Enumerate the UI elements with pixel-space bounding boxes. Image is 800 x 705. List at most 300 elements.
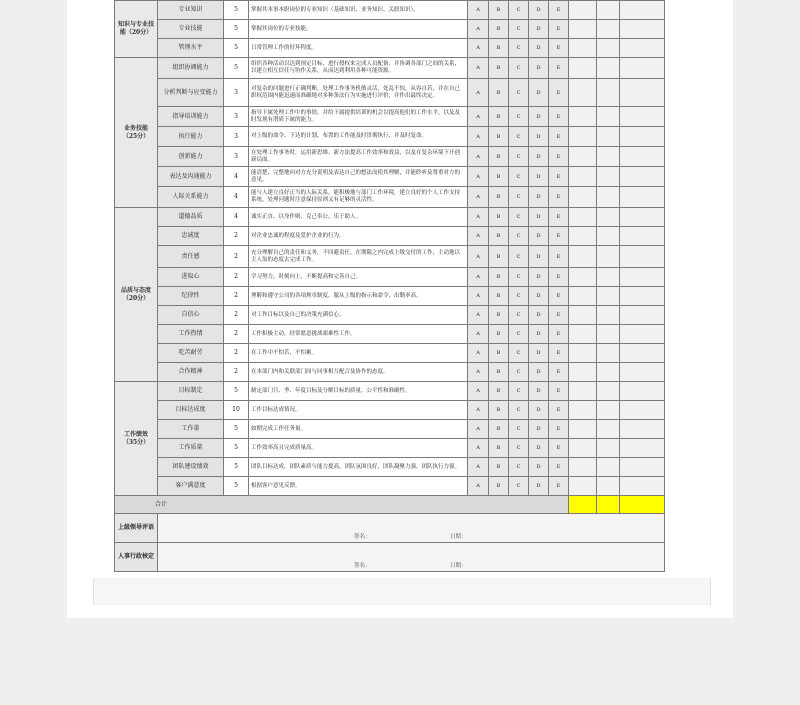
item-name: 管理水平	[158, 39, 224, 58]
grade-option[interactable]: C	[509, 227, 529, 246]
grade-option[interactable]: E	[549, 187, 569, 208]
grade-option[interactable]: E	[549, 208, 569, 227]
total-row	[115, 496, 665, 514]
grade-option[interactable]: D	[529, 58, 549, 79]
final-score-cell[interactable]	[620, 20, 665, 39]
final-score-cell[interactable]	[620, 227, 665, 246]
item-name: 责任感	[158, 246, 224, 268]
item-description: 团队目标达成，团队素质与能力提高，团队氛围良好，团队凝聚力强，团队执行力强。	[249, 458, 468, 477]
manager-score-cell[interactable]	[597, 107, 620, 127]
self-score-cell[interactable]	[569, 208, 597, 227]
item-score: 2	[224, 268, 249, 287]
item-score: 3	[224, 107, 249, 127]
grade-option[interactable]: B	[489, 246, 509, 268]
item-score: 2	[224, 287, 249, 306]
final-score-cell[interactable]	[620, 458, 665, 477]
manager-score-cell[interactable]	[597, 20, 620, 39]
manager-score-cell[interactable]	[597, 420, 620, 439]
grade-option[interactable]: C	[509, 147, 529, 167]
item-score: 3	[224, 127, 249, 147]
grade-option[interactable]: C	[509, 268, 529, 287]
item-score: 2	[224, 246, 249, 268]
final-score-cell[interactable]	[620, 79, 665, 107]
self-score-cell[interactable]	[569, 58, 597, 79]
item-description: 诚实正直、以身作则、克己奉公、乐于助人。	[249, 208, 468, 227]
manager-score-cell[interactable]	[597, 1, 620, 20]
grade-option[interactable]: C	[509, 246, 529, 268]
self-score-cell[interactable]	[569, 382, 597, 401]
grade-option[interactable]: C	[509, 382, 529, 401]
grade-option[interactable]: D	[529, 39, 549, 58]
item-name: 目标制定	[158, 382, 224, 401]
grade-option[interactable]: A	[468, 439, 489, 458]
item-name: 指导培训能力	[158, 107, 224, 127]
grade-option[interactable]: D	[529, 325, 549, 344]
grade-option[interactable]: C	[509, 325, 529, 344]
grade-option[interactable]: C	[509, 187, 529, 208]
grade-option[interactable]: A	[468, 1, 489, 20]
table-row	[115, 1, 665, 20]
final-score-cell[interactable]	[620, 477, 665, 496]
grade-option[interactable]: E	[549, 227, 569, 246]
grade-option[interactable]: E	[549, 477, 569, 496]
table-row	[115, 439, 665, 458]
table-row	[115, 287, 665, 306]
grade-option[interactable]: B	[489, 79, 509, 107]
signoff-row	[115, 514, 665, 543]
signoff-line	[158, 514, 664, 542]
self-score-cell[interactable]	[569, 458, 597, 477]
item-score: 4	[224, 187, 249, 208]
item-score: 2	[224, 325, 249, 344]
grade-option[interactable]: A	[468, 127, 489, 147]
manager-score-cell[interactable]	[597, 167, 620, 187]
grade-option[interactable]: E	[549, 147, 569, 167]
item-name: 人际关系能力	[158, 187, 224, 208]
item-score: 3	[224, 147, 249, 167]
table-row	[115, 344, 665, 363]
grade-option[interactable]: D	[529, 167, 549, 187]
category-label: 知识与专业技能（20分）	[115, 1, 158, 58]
grade-option[interactable]: A	[468, 325, 489, 344]
self-score-cell[interactable]	[569, 287, 597, 306]
grade-option[interactable]: D	[529, 420, 549, 439]
grade-option[interactable]: B	[489, 420, 509, 439]
self-score-cell[interactable]	[569, 246, 597, 268]
grade-option[interactable]: B	[489, 477, 509, 496]
table-row	[115, 39, 665, 58]
manager-score-cell[interactable]	[597, 39, 620, 58]
table-row	[115, 147, 665, 167]
grade-option[interactable]: D	[529, 401, 549, 420]
grade-option[interactable]: E	[549, 344, 569, 363]
table-row	[115, 268, 665, 287]
item-name: 吃苦耐劳	[158, 344, 224, 363]
grade-option[interactable]: E	[549, 325, 569, 344]
grade-option[interactable]: A	[468, 458, 489, 477]
table-row	[115, 227, 665, 246]
grade-option[interactable]: D	[529, 439, 549, 458]
final-score-cell[interactable]	[620, 268, 665, 287]
grade-option[interactable]: A	[468, 363, 489, 382]
table-row	[115, 246, 665, 268]
item-description: 工作积极主动，经常愿意挑战艰难性工作。	[249, 325, 468, 344]
grade-option[interactable]: D	[529, 79, 549, 107]
manager-score-cell[interactable]	[597, 208, 620, 227]
item-description: 掌握其本事本职岗位的专业知识（基础知识、业务知识、关联知识）。	[249, 1, 468, 20]
item-name: 表达及沟通能力	[158, 167, 224, 187]
self-score-cell[interactable]	[569, 420, 597, 439]
item-name: 执行能力	[158, 127, 224, 147]
item-description: 在本部门内和关联部门间与同事相互配合及协作的态度。	[249, 363, 468, 382]
final-score-cell[interactable]	[620, 167, 665, 187]
self-score-cell[interactable]	[569, 127, 597, 147]
grade-option[interactable]: E	[549, 20, 569, 39]
item-description: 工作效率高且完成质量高。	[249, 439, 468, 458]
evaluation-table	[114, 0, 665, 572]
self-score-cell[interactable]	[569, 439, 597, 458]
final-score-cell[interactable]	[620, 58, 665, 79]
table-row	[115, 382, 665, 401]
table-row	[115, 167, 665, 187]
grade-option[interactable]: A	[468, 187, 489, 208]
self-score-cell[interactable]	[569, 107, 597, 127]
manager-score-cell[interactable]	[597, 287, 620, 306]
grade-option[interactable]: B	[489, 458, 509, 477]
grade-option[interactable]: E	[549, 306, 569, 325]
signoff-area[interactable]	[158, 543, 665, 572]
item-score: 10	[224, 401, 249, 420]
self-score-cell[interactable]	[569, 39, 597, 58]
grade-option[interactable]: D	[529, 246, 549, 268]
item-name: 创新能力	[158, 147, 224, 167]
grade-option[interactable]: A	[468, 306, 489, 325]
self-score-cell[interactable]	[569, 363, 597, 382]
table-row	[115, 363, 665, 382]
grade-option[interactable]: B	[489, 1, 509, 20]
grade-option[interactable]: E	[549, 79, 569, 107]
self-score-cell[interactable]	[569, 325, 597, 344]
final-score-cell[interactable]	[620, 344, 665, 363]
item-description: 对工作目标以及自己的决策充满信心。	[249, 306, 468, 325]
category-label: 业务技能（25分）	[115, 58, 158, 208]
self-score-cell[interactable]	[569, 268, 597, 287]
manager-score-cell[interactable]	[597, 401, 620, 420]
grade-option[interactable]: E	[549, 246, 569, 268]
grade-option[interactable]: C	[509, 79, 529, 107]
item-description: 能与人建立良好正当的人际关系，能积极地与部门工作环境，建立良好的个人工作支持系统，处理问题时注意保持原则又有足够的灵活性。	[249, 187, 468, 208]
grade-option[interactable]: B	[489, 39, 509, 58]
grade-option[interactable]: A	[468, 167, 489, 187]
item-name: 工作质量	[158, 439, 224, 458]
self-score-cell[interactable]	[569, 147, 597, 167]
grade-option[interactable]: C	[509, 58, 529, 79]
grade-option[interactable]: D	[529, 147, 549, 167]
grade-option[interactable]: B	[489, 439, 509, 458]
final-score-cell[interactable]	[620, 287, 665, 306]
table-row	[115, 107, 665, 127]
table-row	[115, 458, 665, 477]
self-score-cell[interactable]	[569, 167, 597, 187]
grade-option[interactable]: A	[468, 268, 489, 287]
manager-score-cell[interactable]	[597, 477, 620, 496]
item-score: 2	[224, 227, 249, 246]
grade-option[interactable]: B	[489, 167, 509, 187]
grade-option[interactable]: D	[529, 20, 549, 39]
date-label: 日期：	[450, 563, 467, 569]
item-score: 5	[224, 439, 249, 458]
item-name: 专业技能	[158, 20, 224, 39]
grade-option[interactable]: B	[489, 20, 509, 39]
grade-option[interactable]: C	[509, 208, 529, 227]
grade-option[interactable]: B	[489, 208, 509, 227]
table-row	[115, 401, 665, 420]
self-total-cell[interactable]	[569, 496, 597, 514]
grade-option[interactable]: D	[529, 344, 549, 363]
grade-option[interactable]: C	[509, 363, 529, 382]
manager-score-cell[interactable]	[597, 268, 620, 287]
grade-option[interactable]: A	[468, 382, 489, 401]
item-score: 5	[224, 58, 249, 79]
grade-option[interactable]: A	[468, 79, 489, 107]
item-name: 道德品质	[158, 208, 224, 227]
manager-score-cell[interactable]	[597, 58, 620, 79]
grade-option[interactable]: C	[509, 167, 529, 187]
grade-option[interactable]: D	[529, 458, 549, 477]
grade-option[interactable]: E	[549, 107, 569, 127]
grade-option[interactable]: D	[529, 107, 549, 127]
category-label: 品质与态度（20分）	[115, 208, 158, 382]
item-description: 组织各种活动以达到预定目标，进行授权来完成人员配备，并协调各部门之间的关系，以建立相互信任与协作关系，从而达到利用各种可能资源。	[249, 58, 468, 79]
item-score: 2	[224, 344, 249, 363]
self-score-cell[interactable]	[569, 401, 597, 420]
grade-option[interactable]: C	[509, 344, 529, 363]
manager-score-cell[interactable]	[597, 382, 620, 401]
grade-option[interactable]: D	[529, 306, 549, 325]
manager-score-cell[interactable]	[597, 227, 620, 246]
grade-option[interactable]: D	[529, 127, 549, 147]
item-name: 工作量	[158, 420, 224, 439]
grade-option[interactable]: E	[549, 420, 569, 439]
final-score-cell[interactable]	[620, 306, 665, 325]
grade-option[interactable]: A	[468, 227, 489, 246]
final-score-cell[interactable]	[620, 246, 665, 268]
item-description: 对上级的命令、下达的计划、布置的工作能及时贯彻执行，并及时复命。	[249, 127, 468, 147]
final-score-cell[interactable]	[620, 325, 665, 344]
item-name: 进取心	[158, 268, 224, 287]
grade-option[interactable]: D	[529, 1, 549, 20]
manager-score-cell[interactable]	[597, 363, 620, 382]
self-score-cell[interactable]	[569, 1, 597, 20]
grade-option[interactable]: D	[529, 363, 549, 382]
grade-option[interactable]: C	[509, 20, 529, 39]
final-total-cell[interactable]	[620, 496, 665, 514]
grade-option[interactable]: D	[529, 287, 549, 306]
grade-option[interactable]: B	[489, 58, 509, 79]
grade-option[interactable]: A	[468, 401, 489, 420]
grade-option[interactable]: B	[489, 147, 509, 167]
self-score-cell[interactable]	[569, 187, 597, 208]
table-row	[115, 20, 665, 39]
grade-option[interactable]: D	[529, 477, 549, 496]
grade-option[interactable]: E	[549, 439, 569, 458]
grade-option[interactable]: B	[489, 268, 509, 287]
item-description: 根据客户意见反馈。	[249, 477, 468, 496]
final-score-cell[interactable]	[620, 107, 665, 127]
grade-option[interactable]: C	[509, 477, 529, 496]
self-score-cell[interactable]	[569, 344, 597, 363]
grade-option[interactable]: A	[468, 107, 489, 127]
grade-option[interactable]: A	[468, 477, 489, 496]
final-score-cell[interactable]	[620, 439, 665, 458]
grade-option[interactable]: A	[468, 39, 489, 58]
item-score: 5	[224, 458, 249, 477]
grade-option[interactable]: A	[468, 147, 489, 167]
grade-option[interactable]: A	[468, 20, 489, 39]
item-name: 专业知识	[158, 1, 224, 20]
manager-score-cell[interactable]	[597, 439, 620, 458]
table-row	[115, 477, 665, 496]
grade-option[interactable]: E	[549, 1, 569, 20]
sign-label: 签名：	[354, 563, 371, 569]
grade-option[interactable]: E	[549, 39, 569, 58]
manager-score-cell[interactable]	[597, 127, 620, 147]
signoff-row	[115, 543, 665, 572]
final-score-cell[interactable]	[620, 127, 665, 147]
self-score-cell[interactable]	[569, 20, 597, 39]
grade-option[interactable]: E	[549, 401, 569, 420]
signoff-label: 上级领导评语	[115, 514, 158, 543]
table-row	[115, 420, 665, 439]
grade-option[interactable]: D	[529, 382, 549, 401]
item-score: 4	[224, 208, 249, 227]
signoff-area[interactable]	[158, 514, 665, 543]
manager-score-cell[interactable]	[597, 79, 620, 107]
manager-score-cell[interactable]	[597, 458, 620, 477]
item-description: 指导下属处理工作中的事情，并给下属提供培训的机会以提高他们的工作水平，以及及时发现有潜质下属的能力。	[249, 107, 468, 127]
grade-option[interactable]: B	[489, 287, 509, 306]
item-score: 5	[224, 477, 249, 496]
final-score-cell[interactable]	[620, 187, 665, 208]
final-score-cell[interactable]	[620, 382, 665, 401]
grade-option[interactable]: B	[489, 401, 509, 420]
item-score: 5	[224, 420, 249, 439]
grade-option[interactable]: B	[489, 127, 509, 147]
manager-score-cell[interactable]	[597, 187, 620, 208]
item-name: 自信心	[158, 306, 224, 325]
grade-option[interactable]: B	[489, 306, 509, 325]
grade-option[interactable]: E	[549, 58, 569, 79]
signoff-label: 人事行政核定	[115, 543, 158, 572]
grade-option[interactable]: A	[468, 208, 489, 227]
grade-option[interactable]: D	[529, 187, 549, 208]
grade-option[interactable]: A	[468, 58, 489, 79]
grade-option[interactable]: D	[529, 208, 549, 227]
manager-score-cell[interactable]	[597, 246, 620, 268]
final-score-cell[interactable]	[620, 39, 665, 58]
grade-option[interactable]: A	[468, 420, 489, 439]
grade-option[interactable]: C	[509, 420, 529, 439]
grade-option[interactable]: B	[489, 227, 509, 246]
date-label: 日期：	[450, 534, 467, 540]
grade-option[interactable]: C	[509, 401, 529, 420]
item-description: 理解和遵守公司的各项规章制度，服从上级的指示和命令，出勤率高。	[249, 287, 468, 306]
grade-option[interactable]: E	[549, 458, 569, 477]
grade-option[interactable]: C	[509, 306, 529, 325]
item-name: 分析判断与应变能力	[158, 79, 224, 107]
grade-option[interactable]: A	[468, 344, 489, 363]
grade-option[interactable]: E	[549, 127, 569, 147]
self-score-cell[interactable]	[569, 306, 597, 325]
item-description: 掌握其岗位的专业技能。	[249, 20, 468, 39]
self-score-cell[interactable]	[569, 477, 597, 496]
manager-total-cell[interactable]	[597, 496, 620, 514]
final-score-cell[interactable]	[620, 147, 665, 167]
grade-option[interactable]: C	[509, 458, 529, 477]
final-score-cell[interactable]	[620, 401, 665, 420]
grade-option[interactable]: A	[468, 287, 489, 306]
grade-option[interactable]: E	[549, 287, 569, 306]
category-label: 工作绩效（35分）	[115, 382, 158, 496]
grade-option[interactable]: B	[489, 325, 509, 344]
table-row	[115, 127, 665, 147]
grade-option[interactable]: E	[549, 268, 569, 287]
final-score-cell[interactable]	[620, 420, 665, 439]
final-score-cell[interactable]	[620, 1, 665, 20]
manager-score-cell[interactable]	[597, 147, 620, 167]
grade-option[interactable]: C	[509, 127, 529, 147]
manager-score-cell[interactable]	[597, 325, 620, 344]
item-description: 对企业忠诚的程度及爱护企业的行为。	[249, 227, 468, 246]
page-edge	[93, 578, 711, 605]
sign-label: 签名：	[354, 534, 371, 540]
final-score-cell[interactable]	[620, 208, 665, 227]
grade-option[interactable]: E	[549, 167, 569, 187]
evaluation-form	[114, 0, 664, 572]
grade-option[interactable]: C	[509, 39, 529, 58]
manager-score-cell[interactable]	[597, 344, 620, 363]
item-description: 对复杂的问题进行正确判断，处理工作事务机敏灵活，处乱不惊，从容自若，并在自己职权范围内能迅速而准确地对多种条法行为实施进行评价，并作出最终决定。	[249, 79, 468, 107]
final-score-cell[interactable]	[620, 363, 665, 382]
grade-option[interactable]: D	[529, 268, 549, 287]
manager-score-cell[interactable]	[597, 306, 620, 325]
grade-option[interactable]: E	[549, 382, 569, 401]
item-description: 如期完成工作任务量。	[249, 420, 468, 439]
grade-option[interactable]: B	[489, 382, 509, 401]
grade-option[interactable]: C	[509, 439, 529, 458]
grade-option[interactable]: B	[489, 107, 509, 127]
self-score-cell[interactable]	[569, 227, 597, 246]
grade-option[interactable]: A	[468, 246, 489, 268]
table-row	[115, 79, 665, 107]
item-description: 在处理工作事务时，运用新思维、新方法提高工作效率和效益，以及在复杂环境下开创新局面。	[249, 147, 468, 167]
grade-option[interactable]: C	[509, 287, 529, 306]
grade-option[interactable]: C	[509, 107, 529, 127]
grade-option[interactable]: B	[489, 187, 509, 208]
table-row	[115, 187, 665, 208]
item-description: 日常管理工作的好坏程度。	[249, 39, 468, 58]
self-score-cell[interactable]	[569, 79, 597, 107]
grade-option[interactable]: C	[509, 1, 529, 20]
grade-option[interactable]: D	[529, 227, 549, 246]
grade-option[interactable]: E	[549, 363, 569, 382]
signoff-line	[158, 543, 664, 571]
item-description: 能清楚、完整地向对方充分说明及表达自己的想法而使其理解，并能聆听及尊重对方的意见。	[249, 167, 468, 187]
grade-option[interactable]: B	[489, 344, 509, 363]
item-score: 5	[224, 382, 249, 401]
item-name: 纪律性	[158, 287, 224, 306]
grade-option[interactable]: B	[489, 363, 509, 382]
